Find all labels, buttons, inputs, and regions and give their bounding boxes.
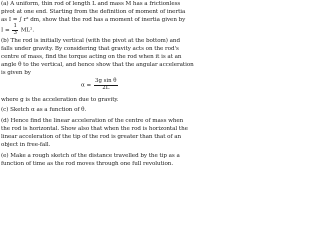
fraction-numerator: 1 bbox=[13, 23, 17, 29]
formula-rhs: ML². bbox=[20, 27, 35, 34]
part-b-line-2: falls under gravity. By considering that gravity acts on the rod's bbox=[1, 46, 179, 52]
formula-lhs: I = bbox=[1, 27, 10, 34]
formula-fraction bbox=[12, 24, 17, 36]
part-b-line-1: (b) The rod is initially vertical (with the pivot at the bottom) and bbox=[1, 38, 181, 44]
part-a-line-3: as I = ∫ r² dm, show that the rod has a moment of inertia given by bbox=[1, 17, 186, 23]
alpha-denominator: 2L bbox=[102, 84, 110, 91]
angular-acceleration-formula bbox=[81, 79, 119, 91]
part-d-line-3: linear acceleration of the tip of the rod is greater than that of an bbox=[1, 134, 182, 140]
part-b-line-3: centre of mass, find the torque acting on the rod when it is at an bbox=[1, 54, 182, 60]
part-e-line-1: (e) Make a rough sketch of the distance travelled by the tip as a bbox=[1, 153, 180, 159]
part-e-line-2: function of time as the rod moves through one full revolution. bbox=[1, 161, 174, 167]
part-a-line-2: pivot at one end. Starting from the definition of moment of inertia bbox=[1, 9, 186, 15]
part-c-line-1: (c) Sketch α as a function of θ. bbox=[1, 107, 87, 113]
part-b-line-4: angle θ to the vertical, and hence show that the angular acceleration bbox=[1, 62, 194, 68]
fraction-denominator: 3 bbox=[13, 29, 17, 36]
problem-text bbox=[1, 0, 199, 192]
part-a-line-1: (a) A uniform, thin rod of length L and mass M has a frictionless bbox=[1, 1, 181, 7]
part-d-line-4: object in free-fall. bbox=[1, 142, 51, 148]
part-b-line-6: where g is the acceleration due to gravity. bbox=[1, 97, 119, 103]
part-b-line-5: is given by bbox=[1, 70, 31, 76]
alpha-numerator: 3g sin θ bbox=[95, 78, 117, 84]
part-d-line-2: the rod is horizontal. Show also that when the rod is horizontal the bbox=[1, 126, 188, 132]
moment-of-inertia-formula bbox=[1, 24, 34, 36]
part-d-line-1: (d) Hence find the linear acceleration of the centre of mass when bbox=[1, 118, 184, 124]
alpha-fraction bbox=[94, 79, 118, 91]
alpha-lhs: α = bbox=[81, 82, 92, 89]
